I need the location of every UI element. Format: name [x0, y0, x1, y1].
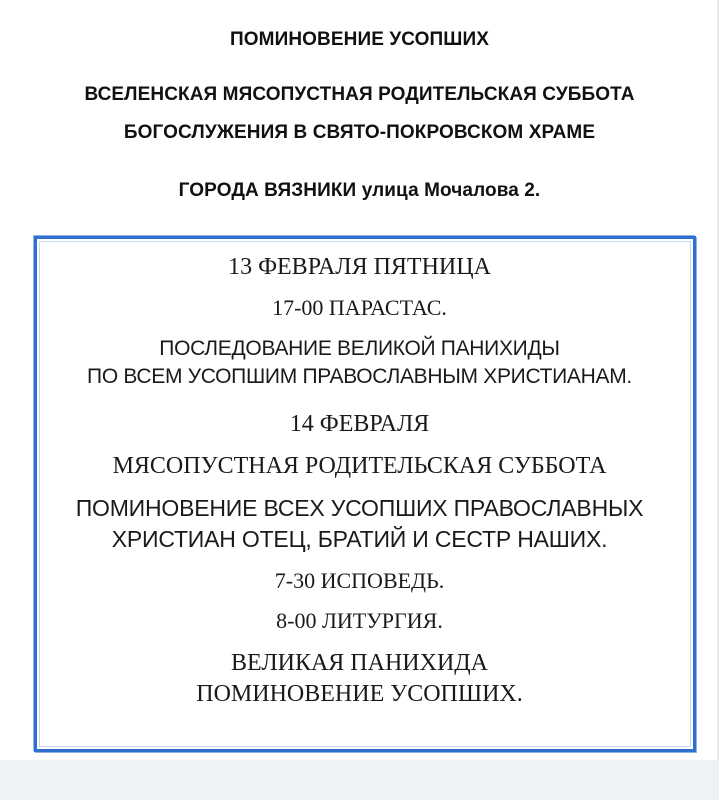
header-subtitle-line1: ВСЕЛЕНСКАЯ МЯСОПУСТНАЯ РОДИТЕЛЬСКАЯ СУББОТА — [84, 84, 635, 105]
footer-strip — [0, 760, 719, 800]
day2-date: 14 ФЕВРАЛЯ — [289, 411, 430, 437]
header-subtitle-line2: БОГОСЛУЖЕНИЯ В СВЯТО-ПОКРОВСКОМ ХРАМЕ — [123, 122, 596, 143]
header-title: ПОМИНОВЕНИЕ УСОПШИХ — [230, 29, 489, 50]
header-location — [0, 180, 719, 202]
day2-desc-line2: ХРИСТИАН ОТЕЦ, БРАТИЙ И СЕСТР НАШИХ. — [111, 526, 608, 552]
day1-desc-line1: ПОСЛЕДОВАНИЕ ВЕЛИКОЙ ПАНИХИДЫ — [159, 337, 560, 360]
header-address: улица Мочалова 2. — [361, 180, 541, 201]
day2-feast: МЯСОПУСТНАЯ РОДИТЕЛЬСКАЯ СУББОТА — [112, 453, 607, 479]
day2-closing-line2: ПОМИНОВЕНИЕ УСОПШИХ. — [196, 681, 523, 707]
day1-desc-line2: ПО ВСЕМ УСОПШИМ ПРАВОСЛАВНЫМ ХРИСТИАНАМ. — [87, 365, 632, 388]
day1-date: 13 ФЕВРАЛЯ ПЯТНИЦА — [228, 254, 491, 280]
day2-closing-line1: ВЕЛИКАЯ ПАНИХИДА — [230, 650, 488, 676]
day1-service: 17-00 ПАРАСТАС. — [272, 295, 447, 320]
day2-desc-line1: ПОМИНОВЕНИЕ ВСЕХ УСОПШИХ ПРАВОСЛАВНЫХ — [75, 495, 644, 521]
header-city: ГОРОДА ВЯЗНИКИ — [178, 180, 357, 201]
day2-confession: 7-30 ИСПОВЕДЬ. — [274, 568, 445, 593]
day2-liturgy: 8-00 ЛИТУРГИЯ. — [276, 608, 443, 633]
